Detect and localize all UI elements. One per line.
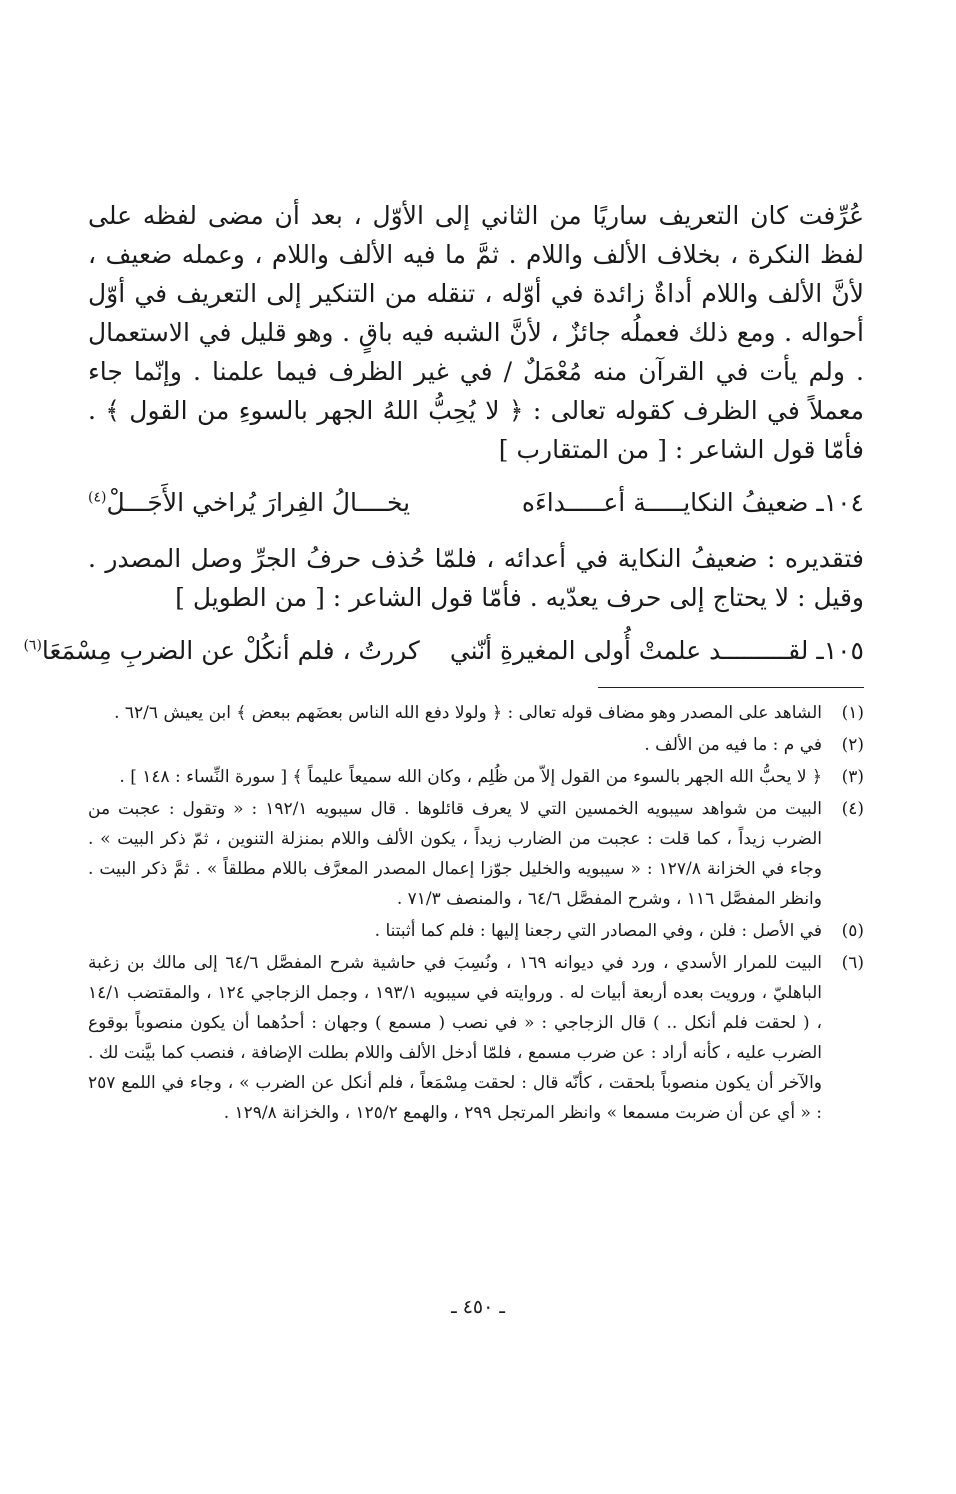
footnote-text: البيت من شواهد سيبويه الخمسين التي لا يعرف قائلوها . قال سيبويه ١٩٢/١ : « وتقول : عجبت من الضرب زيداً ، كما قلت : عجبت من الضارب زيداً ، يكون الألف واللام بمنزلة التنوين ، ثمّ ذكر البيت » . وجاء في الخزانة ١٢٧/٨ : « سيبويه والخليل جوّزا إعمال المصدر المعرَّف باللام مطلقاً » . ثمَّ ذكر البيت . وانظر المفصَّل ١١٦ ، وشرح المفصَّل ٦٤/٦ ، والمنصف ٧١/٣ . bbox=[88, 799, 822, 909]
footnote-item bbox=[88, 698, 864, 728]
verse-second-half bbox=[88, 483, 410, 523]
footnote-text: في الأصل : فلن ، وفي المصادر التي رجعنا إليها : فلم كما أثبتنا . bbox=[374, 921, 822, 941]
verse-number: ١٠٤ـ bbox=[816, 488, 864, 517]
verse-second-half-text: كررتُ ، فلم أنكُلْ عن الضربِ مِسْمَعَا bbox=[41, 636, 420, 665]
paragraph-2: فتقديره : ضعيفُ النكاية في أعدائه ، فلمّا حُذف حرفُ الجرِّ وصل المصدر . وقيل : لا يحتاج إلى حرف يعدّيه . فأمّا قول الشاعر : [ من الطويل ] bbox=[88, 544, 864, 612]
footnote-separator bbox=[598, 687, 864, 688]
footnote-item bbox=[88, 948, 864, 1128]
verse-105 bbox=[23, 631, 864, 671]
footnote-item bbox=[88, 730, 864, 760]
verse-first-half: ضعيفُ النكايـــــة أعـــــداءَه bbox=[521, 488, 809, 517]
main-text bbox=[88, 196, 864, 469]
main-text-continued bbox=[88, 539, 864, 617]
verse-104 bbox=[88, 483, 864, 523]
footnote-item bbox=[88, 916, 864, 946]
footnote-number: (٣) bbox=[841, 767, 864, 787]
page-body bbox=[23, 196, 864, 1130]
footnote-text: البيت للمرار الأسدي ، ورد في ديوانه ١٦٩ ، ونُسِبَ في حاشية شرح المفصَّل ٦٤/٦ إلى مالك بن زغبة الباهليّ ، ورويت بعده أربعة أبيات له . وروايته في سيبويه ١٩٣/١ ، وجمل الزجاجي ١٢٤ ، والمقتضب ١٤/١ ، ( لحقت فلم أنكل .. ) قال الزجاجي : « في نصب ( مسمع ) وجهان : أحدُهما أن يكون منصوباً بوقوع الضرب عليه ، كأنه أراد : عن ضرب مسمع ، فلمّا أدخل الألف واللام بطلت الإضافة ، فنصب كما بيَّنت لك . والآخر أن يكون منصوباً بلحقت ، كأنّه قال : لحقت مِسْمَعاً ، فلم أنكل عن الضرب » ، وجاء في اللمع ٢٥٧ : « أي عن أن ضربت مسمعا » وانظر المرتجل ٢٩٩ ، والهمع ١٢٥/٢ ، والخزانة ١٢٩/٨ . bbox=[88, 953, 822, 1123]
footnote-item bbox=[88, 794, 864, 914]
footnote-ref: (٦) bbox=[23, 637, 42, 654]
verse-number: ١٠٥ـ bbox=[816, 636, 864, 665]
verse-first-half: لقـــــــــد علمتْ أُولى المغيرةِ أنّني bbox=[449, 636, 809, 665]
footnote-number: (٢) bbox=[841, 735, 864, 755]
page-number: ـ ٤٥٠ ـ bbox=[451, 1296, 505, 1318]
footnote-text: ﴿ لا يحبُّ الله الجهر بالسوء من القول إلاّ من ظُلِم ، وكان الله سميعاً عليماً ﴾ [ سورة النِّساء : ١٤٨ ] . bbox=[119, 767, 822, 787]
footnote-number: (١) bbox=[841, 703, 864, 723]
footnote-text: الشاهد على المصدر وهو مضاف قوله تعالى : ﴿ ولولا دفع الله الناس بعضَهم ببعض ﴾ ابن يعيش ٦٢/٦ . bbox=[114, 703, 822, 723]
verse-second-half bbox=[23, 631, 419, 671]
verse-second-half-text: يخــــالُ الفِرارَ يُراخي الأَجَـــلْ bbox=[106, 488, 411, 517]
paragraph-1: عُرِّفت كان التعريف ساريًا من الثاني إلى الأوّل ، بعد أن مضى لفظه على لفظ النكرة ، بخلاف الألف واللام . ثمَّ ما فيه الألف واللام ، وعمله ضعيف ، لأنَّ الألف واللام أداةٌ زائدة في أوّله ، تنقله من التنكير إلى التعريف في أوّل أحواله . ومع ذلك فعملُه جائزٌ ، لأنَّ الشبه فيه باقٍ . وهو قليل في الاستعمال . ولم يأت في القرآن منه مُعْمَلٌ / في غير الظرف فيما علمنا . وإنّما جاء معملاً في الظرف كقوله تعالى : ﴿ لا يُحِبُّ اللهُ الجهر بالسوءِ من القول ﴾ . فأمّا قول الشاعر : [ من المتقارب ] bbox=[88, 201, 864, 464]
footnote-item bbox=[88, 762, 864, 792]
footnote-number: (٥) bbox=[841, 921, 864, 941]
footnotes-list bbox=[88, 698, 864, 1128]
footnote-number: (٤) bbox=[841, 799, 864, 819]
footnote-number: (٦) bbox=[841, 953, 864, 973]
footnote-text: في م : ما فيه من الألف . bbox=[644, 735, 822, 755]
footnote-ref: (٤) bbox=[88, 489, 107, 506]
